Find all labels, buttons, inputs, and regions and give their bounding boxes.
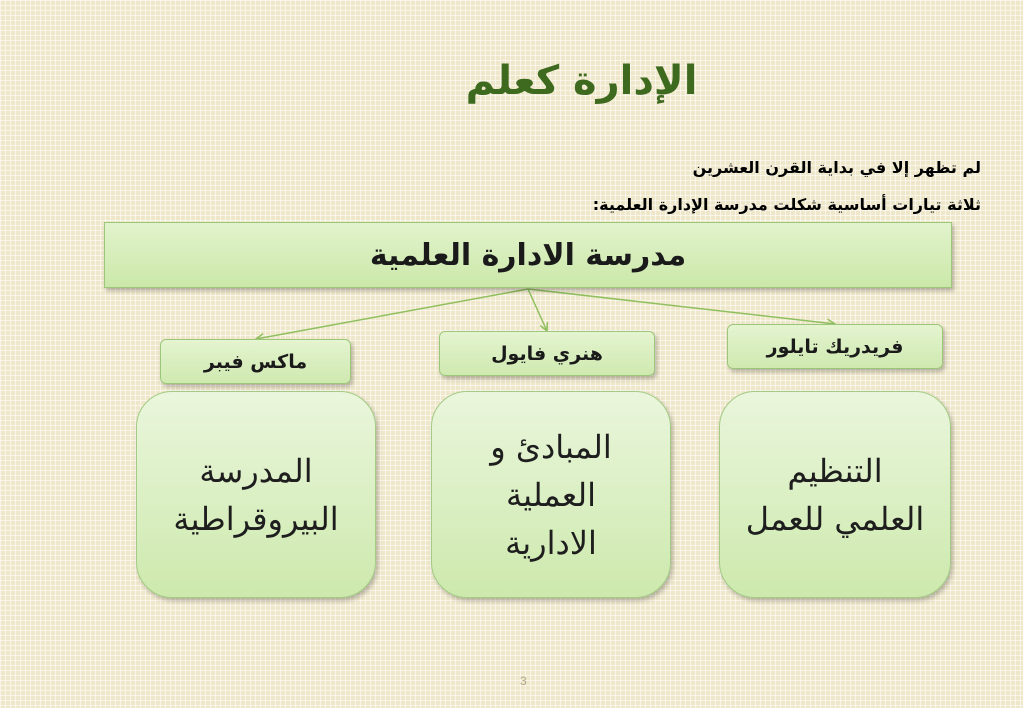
box-text-line: المدرسة [199, 451, 313, 490]
box-administrative-principles [431, 391, 671, 598]
box-text-line: العلمي للعمل [745, 499, 925, 538]
arrow-to-fayol [528, 289, 547, 331]
label-frederick-taylor: فريدريك تايلور [727, 324, 943, 369]
school-header-box: مدرسة الادارة العلمية [104, 222, 952, 288]
box-bureaucratic-school [136, 391, 376, 598]
box-text-line: العملية [506, 475, 596, 514]
box-text-line: المبادئ و [490, 427, 612, 466]
page-number: 3 [520, 674, 527, 688]
intro-line-1: لم تظهر إلا في بداية القرن العشرين [692, 158, 981, 177]
box-text-line: البيروقراطية [173, 499, 339, 538]
label-henri-fayol: هنري فايول [439, 331, 655, 376]
box-scientific-organization [719, 391, 951, 598]
box-text-line: الادارية [505, 523, 597, 562]
label-max-weber: ماكس فيبر [160, 339, 351, 384]
slide-title: الإدارة كعلم [465, 58, 698, 104]
arrow-to-taylor [528, 289, 835, 324]
intro-line-2: ثلاثة تيارات أساسية شكلت مدرسة الإدارة العلمية: [592, 195, 981, 214]
box-text-line: التنظيم [787, 451, 883, 490]
